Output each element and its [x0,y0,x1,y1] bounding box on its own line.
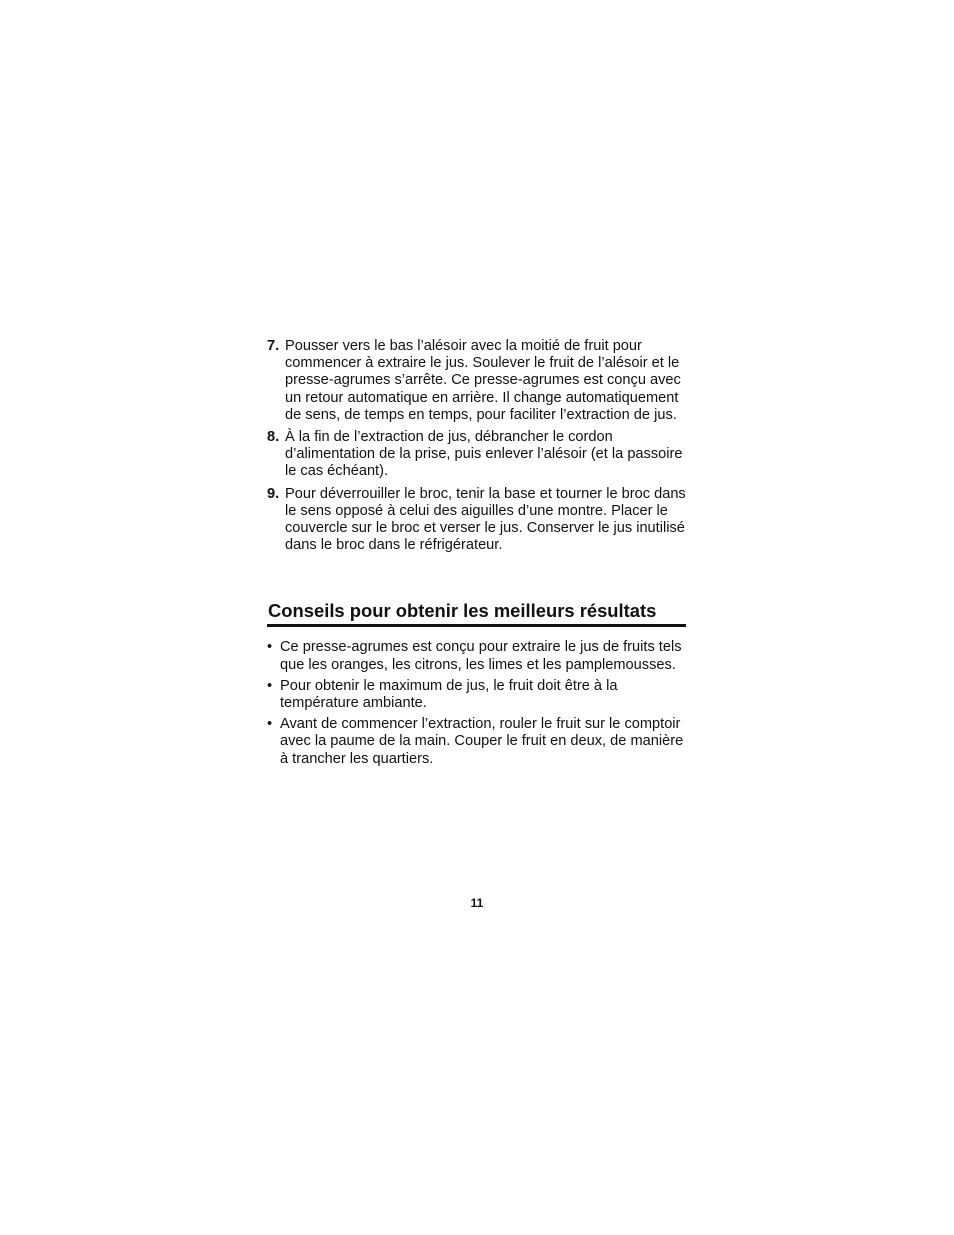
tip-item [267,716,687,768]
section-title: Conseils pour obtenir les meilleurs résultats [268,600,657,622]
page-content [267,338,687,772]
tip-item [267,639,687,673]
step-text: À la fin de l’extraction de jus, débrancher le cordon d’alimentation de la prise, puis enlever l’alésoir (et la passoire le cas échéant). [285,429,683,480]
tip-text: Pour obtenir le maximum de jus, le fruit doit être à la température ambiante. [280,677,618,712]
step-number: 7. [267,338,280,354]
step-text: Pour déverrouiller le broc, tenir la base et tourner le broc dans le sens opposé à celui des aiguilles d’une montre. Placer le couvercle sur le broc et verser le jus. Conserver le jus inutilisé dans le broc dans le réfrigérateur. [285,485,686,554]
step-text: Pousser vers le bas l’alésoir avec la moitié de fruit pour commencer à extraire le jus. Soulever le fruit de l’alésoir et le presse-agrumes s’arrête. Ce presse-agrumes est conçu avec un retour automatique en arrière. Il change automatiquement de sens, de temps en temps, pour faciliter l’extraction de jus. [285,338,681,423]
tip-text: Ce presse-agrumes est conçu pour extraire le jus de fruits tels que les oranges, les citrons, les limes et les pamplemousses. [280,639,682,673]
bullet-icon: • [267,677,273,694]
step-number: 8. [267,429,280,446]
tip-text: Avant de commencer l’extraction, rouler le fruit sur le comptoir avec la paume de la main. Couper le fruit en deux, de manière à trancher les quartiers. [280,716,684,767]
instruction-steps [267,338,687,554]
tip-item [267,678,687,712]
bullet-icon: • [267,716,273,733]
step-item [267,486,687,555]
step-number: 9. [267,485,280,502]
section-divider [267,624,686,627]
tips-list [267,639,687,767]
step-item [267,338,687,424]
page-number: 11 [470,896,484,910]
bullet-icon: • [267,639,273,656]
step-item [267,429,687,481]
